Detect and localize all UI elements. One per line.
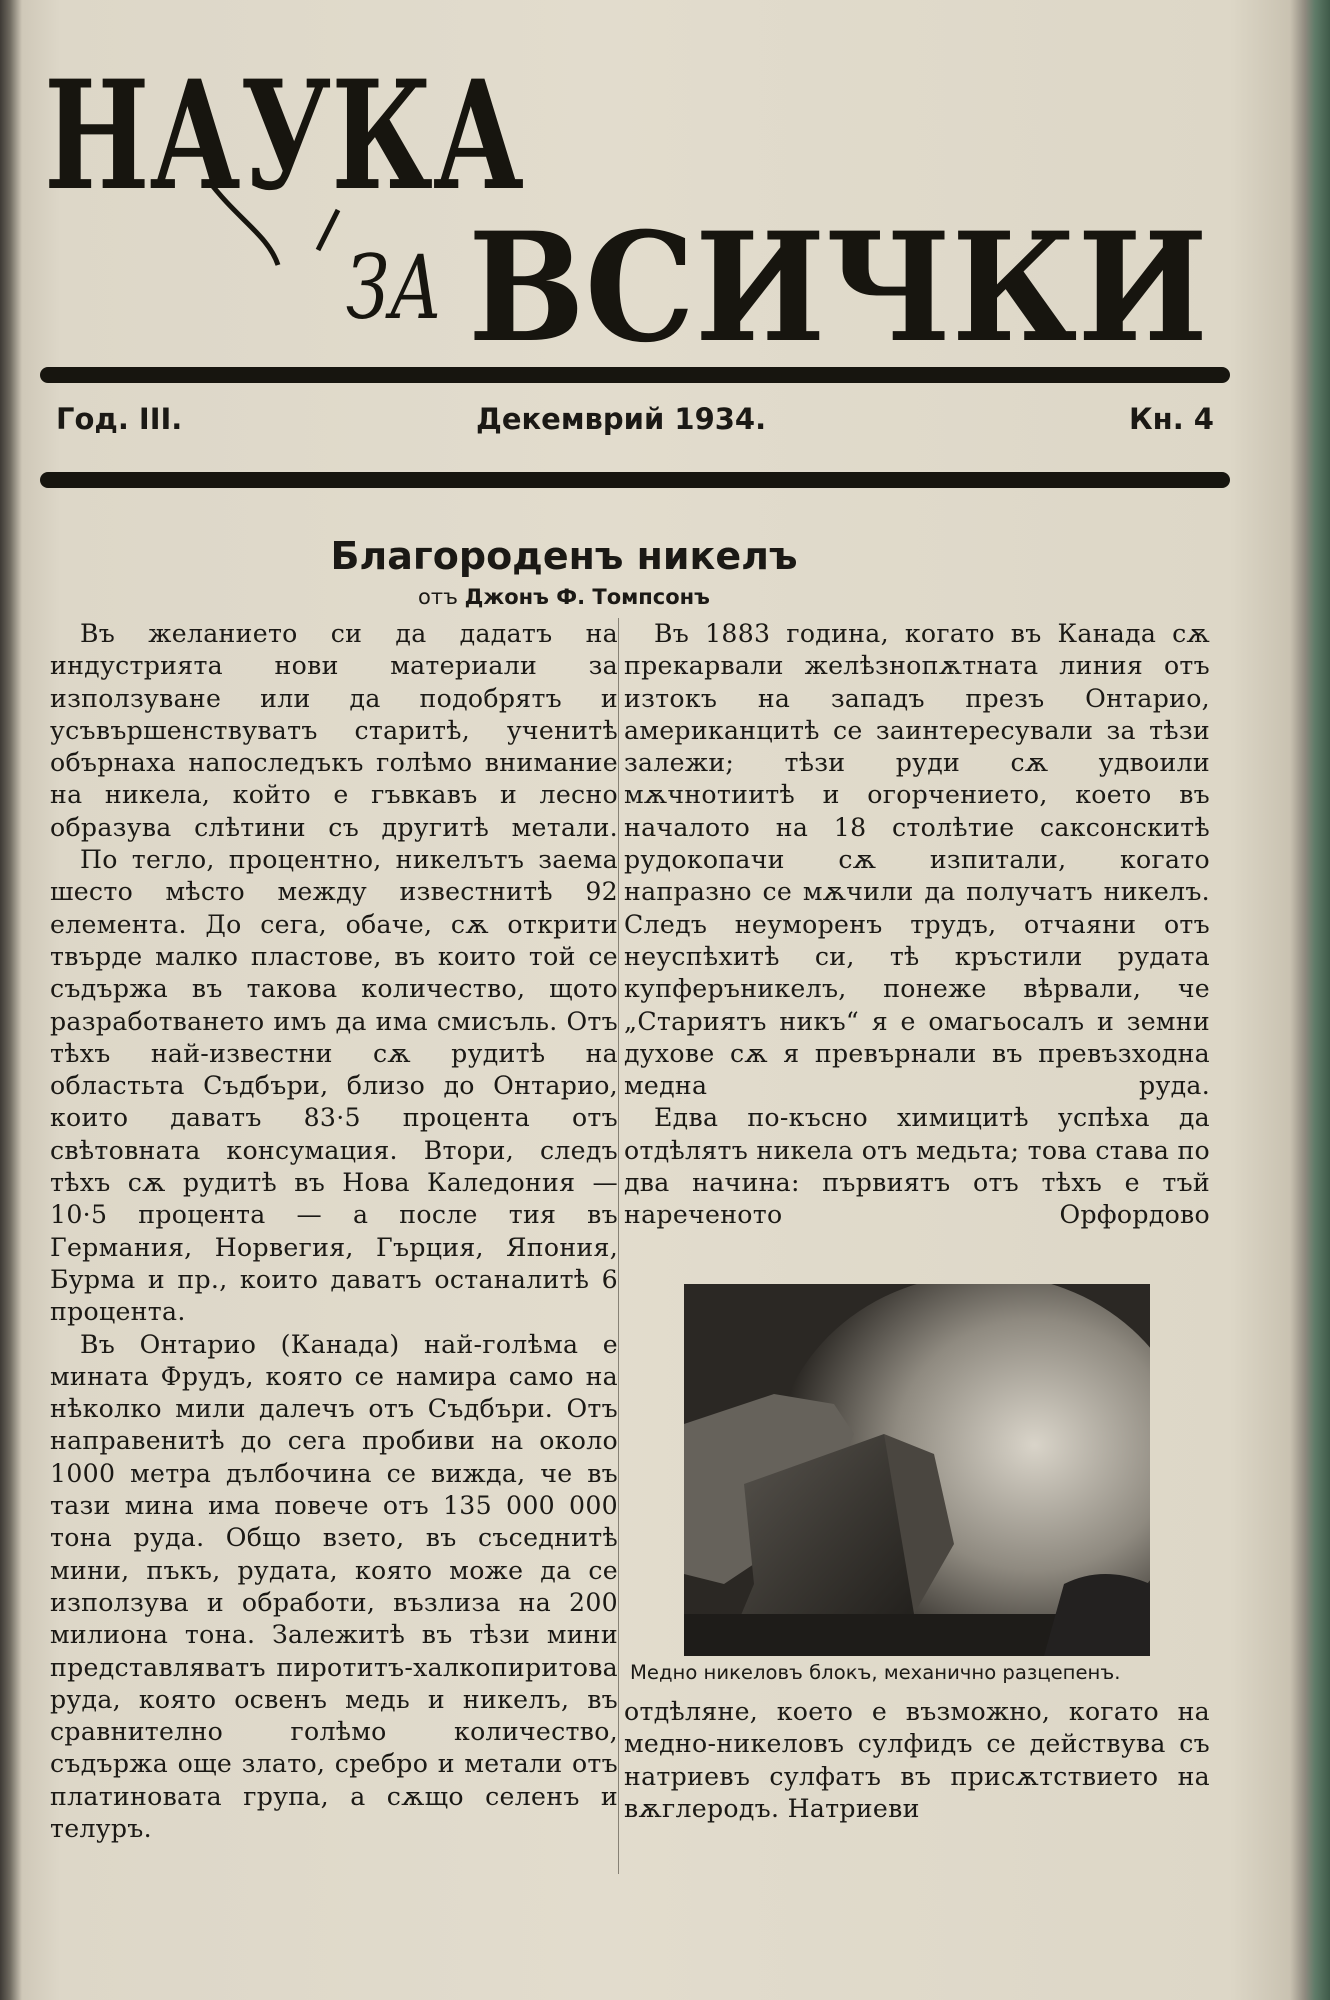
- article-title: Благороденъ никелъ: [330, 534, 798, 578]
- paragraph-right-1: Въ 1883 година, когато въ Канада сѫ прекарвали желѣзнопѫтната линия отъ изтокъ на западъ презъ Онтарио, американцитѣ се заинтересували за тѣзи залежи; тѣзи руди сѫ удвоили мѫчнотиитѣ и огорчението, което въ началото на 18 столѣтие саксонскитѣ рудокопачи сѫ изпитали, когато напразно се мѫчили да получатъ никелъ. Следъ неуморенъ трудъ, отчаяни отъ неуспѣхитѣ си, тѣ кръстили рудата купферъникелъ, понеже вѣрвали, че „Стариятъ никъ“ я е омагьосалъ и земни духове сѫ я превърнали въ превъзходна медна руда.: [624, 619, 1210, 1101]
- column-right-top: [624, 618, 1210, 1232]
- paragraph-left-1: Въ желанието си да дадатъ на индустрията нови материали за използуване или да подобрятъ и усъвършенствуватъ старитѣ, ученитѣ обърнаха напоследъкъ голѣмо внимание на никела, който е гъвкавъ и лесно образува слѣтини съ другитѣ метали.: [50, 619, 618, 842]
- paragraph-right-2: Едва по-късно химицитѣ успѣха да отдѣлятъ никела отъ медьта; това става по два начина: първиятъ отъ тѣхъ е тъй нареченото Орфордово: [624, 1103, 1211, 1230]
- paragraph-right-continuation: отдѣляне, което е възможно, когато на медно-никеловъ сулфидъ се действува съ натриевъ сулфатъ въ присѫтствието на вѫглеродъ. Натриеви: [624, 1697, 1210, 1823]
- issue-date: Декемврий 1934.: [476, 402, 767, 436]
- issue-number: Кн. 4: [1128, 402, 1214, 436]
- article-byline: [334, 585, 794, 609]
- photo-illustration: [684, 1284, 1150, 1656]
- masthead-word-nauka: НАУКА: [44, 60, 524, 224]
- issue-info-row: [52, 402, 1222, 446]
- column-left: [50, 618, 618, 1845]
- byline-author: Джонъ Ф. Томпсонъ: [464, 585, 710, 609]
- masthead-lettering: [38, 60, 1238, 360]
- paragraph-left-2: По тегло, процентно, никелътъ заема шесто мѣсто между известнитѣ 92 елемента. До сега, обаче, сѫ открити твърде малко пластове, въ които той се съдържа въ такова количество, щото разработването имъ да има смисъль. Отъ тѣхъ най-известни сѫ рудитѣ на областьта Съдбъри, близо до Онтарио, които даватъ 83·5 процента отъ свѣтовната консумация. Втори, следъ тѣхъ сѫ рудитѣ въ Нова Каледония — 10·5 процента — а после тия въ Германия, Норвегия, Гърция, Япония, Бурма и пр., които даватъ останалитѣ 6 процента.: [50, 845, 618, 1327]
- column-right-bottom: [624, 1696, 1210, 1825]
- column-divider: [618, 618, 619, 1874]
- magazine-page: [24, 0, 1306, 2000]
- masthead-word-za: ЗА: [346, 236, 442, 339]
- nickel-block-photo: [684, 1284, 1150, 1656]
- masthead-word-vsichki: ВСИЧКИ: [468, 200, 1208, 360]
- byline-prefix: отъ: [418, 585, 458, 609]
- masthead-rule-bottom: [40, 472, 1230, 488]
- masthead-rule-top: [40, 367, 1230, 383]
- masthead-logo: [38, 60, 1238, 360]
- photo-caption: Медно никеловъ блокъ, механично разцепенъ.: [630, 1661, 1121, 1684]
- issue-year: Год. III.: [56, 402, 183, 436]
- paragraph-left-3: Въ Онтарио (Канада) най-голѣма е мината Фрудъ, която се намира само на нѣколко мили далечъ отъ Съдбъри. Отъ направенитѣ до сега пробиви на около 1000 метра дълбочина се вижда, че въ тази мина има повече отъ 135 000 000 тона руда. Общо взето, въ съседнитѣ мини, пъкъ, рудата, която може да се използува и обработи, възлиза на 200 милиона тона. Залежитѣ въ тѣзи мини представляватъ пиротитъ-халкопиритова руда, която освенъ медь и никелъ, въ сравнително голѣмо количество, съдържа още злато, сребро и метали отъ платиновата група, а сѫщо селенъ и телуръ.: [50, 1329, 618, 1843]
